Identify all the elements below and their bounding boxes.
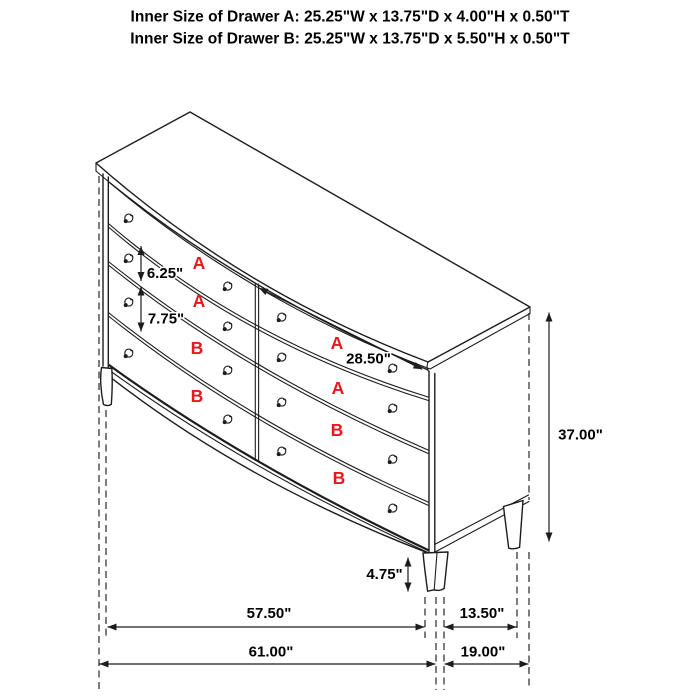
drawer-label: B [332, 468, 346, 488]
knob-icon [223, 415, 232, 424]
knob-icon [277, 447, 286, 456]
knob-icon [223, 282, 232, 291]
dim-side-depth [445, 605, 517, 627]
drawer-label: A [192, 253, 206, 273]
knob-icon [388, 504, 397, 513]
dim-overall-width [100, 644, 436, 665]
knob-icon [277, 398, 286, 407]
skirt-top-edge [109, 365, 428, 550]
knob-icon [223, 366, 232, 375]
knob-icon [124, 214, 133, 223]
knob-icon [124, 349, 133, 358]
header [130, 9, 570, 48]
drawer-label: B [190, 386, 204, 406]
knob-icon [277, 313, 286, 322]
knob-icon [223, 322, 232, 331]
dim-label: 4.75" [366, 566, 403, 583]
knob-icon [388, 404, 397, 413]
dim-overall-height [549, 313, 603, 542]
header-drawer-a-size: Inner Size of Drawer A: 25.25"W x 13.75"D x 4.00"H x 0.50"T [130, 8, 570, 26]
dim-label: 37.00" [558, 426, 603, 444]
dim-label: 28.50" [346, 350, 391, 368]
dim-label: 7.75" [147, 310, 185, 328]
dim-drawer-a-height [141, 246, 183, 282]
knob-icon [277, 353, 286, 362]
dim-front-width [108, 605, 425, 627]
drawer-label: B [190, 338, 204, 358]
back-right-leg [504, 501, 524, 549]
drawer-label: A [331, 378, 345, 398]
dim-drawer-b-height [141, 287, 184, 332]
header-drawer-b-size: Inner Size of Drawer B: 25.25"W x 13.75"D x 5.50"H x 0.50"T [130, 30, 570, 48]
dim-overall-depth [445, 644, 529, 665]
knob-icon [124, 254, 133, 263]
knob-icon [124, 298, 133, 307]
dim-label: 57.50" [246, 605, 292, 622]
dim-label: 6.25" [146, 265, 184, 282]
front-left-leg [101, 368, 112, 406]
drawer-label: B [330, 420, 344, 440]
knob-icon [388, 455, 397, 464]
dim-label: 19.00" [460, 643, 506, 661]
dim-label: 13.50" [459, 605, 505, 622]
dim-leg-height [366, 558, 408, 592]
drawer-label: A [192, 291, 206, 311]
drawer-label: A [330, 333, 344, 353]
dresser-drawing [96, 112, 530, 591]
dim-label: 61.00" [248, 643, 294, 661]
